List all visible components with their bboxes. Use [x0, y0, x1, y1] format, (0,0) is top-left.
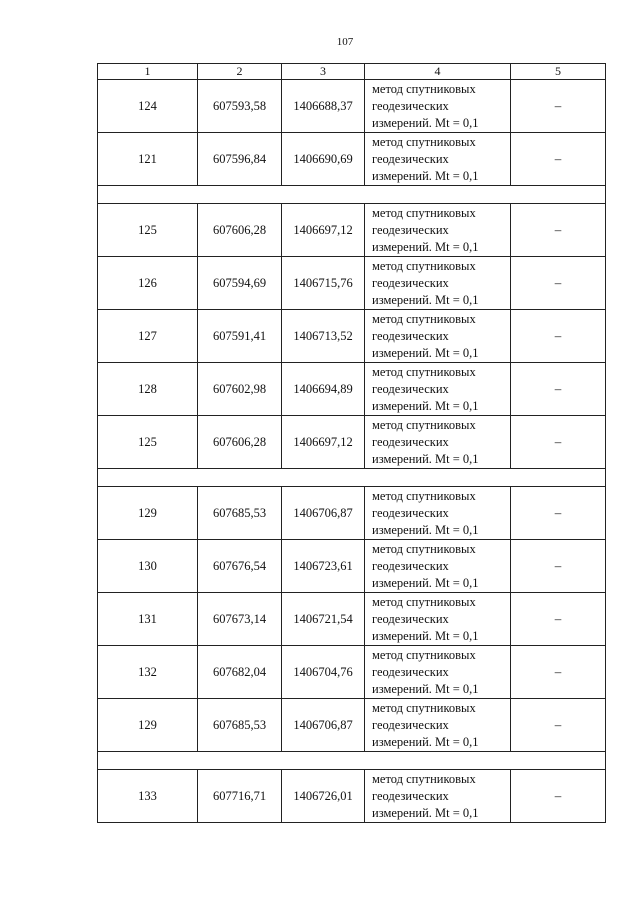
group-separator-cell [98, 469, 606, 487]
point-number-cell: 124 [98, 80, 198, 133]
method-line: метод спутниковых [372, 594, 476, 609]
group-separator-cell [98, 752, 606, 770]
x-coordinate-cell: 607685,53 [198, 699, 282, 752]
note-cell: – [511, 770, 606, 823]
page-number: 107 [336, 36, 354, 48]
method-line: метод спутниковых [372, 771, 476, 786]
group-separator-row [98, 752, 606, 770]
method-line: геодезических [372, 788, 449, 803]
x-coordinate-cell: 607593,58 [198, 80, 282, 133]
note-cell: – [511, 699, 606, 752]
method-line: измерений. Mt = 0,1 [372, 628, 479, 643]
method-line: геодезических [372, 275, 449, 290]
table-row [98, 593, 606, 646]
method-cell [365, 487, 511, 540]
method-line: геодезических [372, 717, 449, 732]
note-cell: – [511, 80, 606, 133]
y-coordinate-cell: 1406697,12 [282, 204, 365, 257]
note-cell: – [511, 540, 606, 593]
method-line: геодезических [372, 222, 449, 237]
method-cell [365, 540, 511, 593]
y-coordinate-cell: 1406706,87 [282, 487, 365, 540]
table-row [98, 699, 606, 752]
method-line: метод спутниковых [372, 541, 476, 556]
note-cell: – [511, 593, 606, 646]
method-cell [365, 133, 511, 186]
y-coordinate-cell: 1406713,52 [282, 310, 365, 363]
note-cell: – [511, 646, 606, 699]
method-line: метод спутниковых [372, 258, 476, 273]
y-coordinate-cell: 1406697,12 [282, 416, 365, 469]
x-coordinate-cell: 607602,98 [198, 363, 282, 416]
method-line: измерений. Mt = 0,1 [372, 575, 479, 590]
point-number-cell: 121 [98, 133, 198, 186]
method-line: геодезических [372, 98, 449, 113]
x-coordinate-cell: 607591,41 [198, 310, 282, 363]
method-line: геодезических [372, 151, 449, 166]
x-coordinate-cell: 607596,84 [198, 133, 282, 186]
note-cell: – [511, 257, 606, 310]
method-line: метод спутниковых [372, 488, 476, 503]
point-number-cell: 130 [98, 540, 198, 593]
method-line: измерений. Mt = 0,1 [372, 451, 479, 466]
table-header-row [98, 64, 606, 80]
method-line: метод спутниковых [372, 81, 476, 96]
method-line: измерений. Mt = 0,1 [372, 239, 479, 254]
y-coordinate-cell: 1406723,61 [282, 540, 365, 593]
point-number-cell: 128 [98, 363, 198, 416]
y-coordinate-cell: 1406688,37 [282, 80, 365, 133]
method-cell [365, 310, 511, 363]
column-header: 4 [365, 64, 511, 80]
method-line: метод спутниковых [372, 364, 476, 379]
column-header: 1 [98, 64, 198, 80]
method-line: геодезических [372, 381, 449, 396]
x-coordinate-cell: 607682,04 [198, 646, 282, 699]
column-header: 2 [198, 64, 282, 80]
x-coordinate-cell: 607676,54 [198, 540, 282, 593]
note-cell: – [511, 416, 606, 469]
table-row [98, 646, 606, 699]
method-line: измерений. Mt = 0,1 [372, 805, 479, 820]
y-coordinate-cell: 1406715,76 [282, 257, 365, 310]
x-coordinate-cell: 607594,69 [198, 257, 282, 310]
table-row [98, 310, 606, 363]
method-line: измерений. Mt = 0,1 [372, 168, 479, 183]
y-coordinate-cell: 1406690,69 [282, 133, 365, 186]
table-row [98, 540, 606, 593]
method-line: метод спутниковых [372, 205, 476, 220]
group-separator-row [98, 186, 606, 204]
method-line: метод спутниковых [372, 647, 476, 662]
column-header: 3 [282, 64, 365, 80]
method-cell [365, 80, 511, 133]
method-line: измерений. Mt = 0,1 [372, 734, 479, 749]
method-cell [365, 593, 511, 646]
method-cell [365, 699, 511, 752]
point-number-cell: 133 [98, 770, 198, 823]
note-cell: – [511, 363, 606, 416]
point-number-cell: 129 [98, 699, 198, 752]
point-number-cell: 129 [98, 487, 198, 540]
y-coordinate-cell: 1406726,01 [282, 770, 365, 823]
method-line: геодезических [372, 505, 449, 520]
table-row [98, 363, 606, 416]
point-number-cell: 131 [98, 593, 198, 646]
method-cell [365, 416, 511, 469]
method-line: измерений. Mt = 0,1 [372, 292, 479, 307]
method-cell [365, 770, 511, 823]
method-line: метод спутниковых [372, 700, 476, 715]
method-line: измерений. Mt = 0,1 [372, 345, 479, 360]
method-line: метод спутниковых [372, 417, 476, 432]
group-separator-cell [98, 186, 606, 204]
table-row [98, 257, 606, 310]
method-line: метод спутниковых [372, 311, 476, 326]
method-line: метод спутниковых [372, 134, 476, 149]
method-line: измерений. Mt = 0,1 [372, 522, 479, 537]
x-coordinate-cell: 607606,28 [198, 204, 282, 257]
method-line: геодезических [372, 611, 449, 626]
table-row [98, 487, 606, 540]
note-cell: – [511, 133, 606, 186]
note-cell: – [511, 487, 606, 540]
method-line: геодезических [372, 434, 449, 449]
table-row [98, 204, 606, 257]
table-row [98, 416, 606, 469]
x-coordinate-cell: 607685,53 [198, 487, 282, 540]
note-cell: – [511, 310, 606, 363]
method-line: измерений. Mt = 0,1 [372, 398, 479, 413]
method-line: измерений. Mt = 0,1 [372, 681, 479, 696]
x-coordinate-cell: 607606,28 [198, 416, 282, 469]
point-number-cell: 126 [98, 257, 198, 310]
point-number-cell: 125 [98, 204, 198, 257]
method-cell [365, 204, 511, 257]
point-number-cell: 127 [98, 310, 198, 363]
column-header: 5 [511, 64, 606, 80]
method-cell [365, 646, 511, 699]
method-cell [365, 257, 511, 310]
x-coordinate-cell: 607673,14 [198, 593, 282, 646]
table-row [98, 80, 606, 133]
method-line: геодезических [372, 328, 449, 343]
point-number-cell: 125 [98, 416, 198, 469]
method-line: геодезических [372, 664, 449, 679]
y-coordinate-cell: 1406694,89 [282, 363, 365, 416]
table-row [98, 770, 606, 823]
method-line: геодезических [372, 558, 449, 573]
coordinates-table [97, 63, 606, 823]
y-coordinate-cell: 1406704,76 [282, 646, 365, 699]
x-coordinate-cell: 607716,71 [198, 770, 282, 823]
y-coordinate-cell: 1406706,87 [282, 699, 365, 752]
method-line: измерений. Mt = 0,1 [372, 115, 479, 130]
y-coordinate-cell: 1406721,54 [282, 593, 365, 646]
note-cell: – [511, 204, 606, 257]
method-cell [365, 363, 511, 416]
table-row [98, 133, 606, 186]
group-separator-row [98, 469, 606, 487]
point-number-cell: 132 [98, 646, 198, 699]
